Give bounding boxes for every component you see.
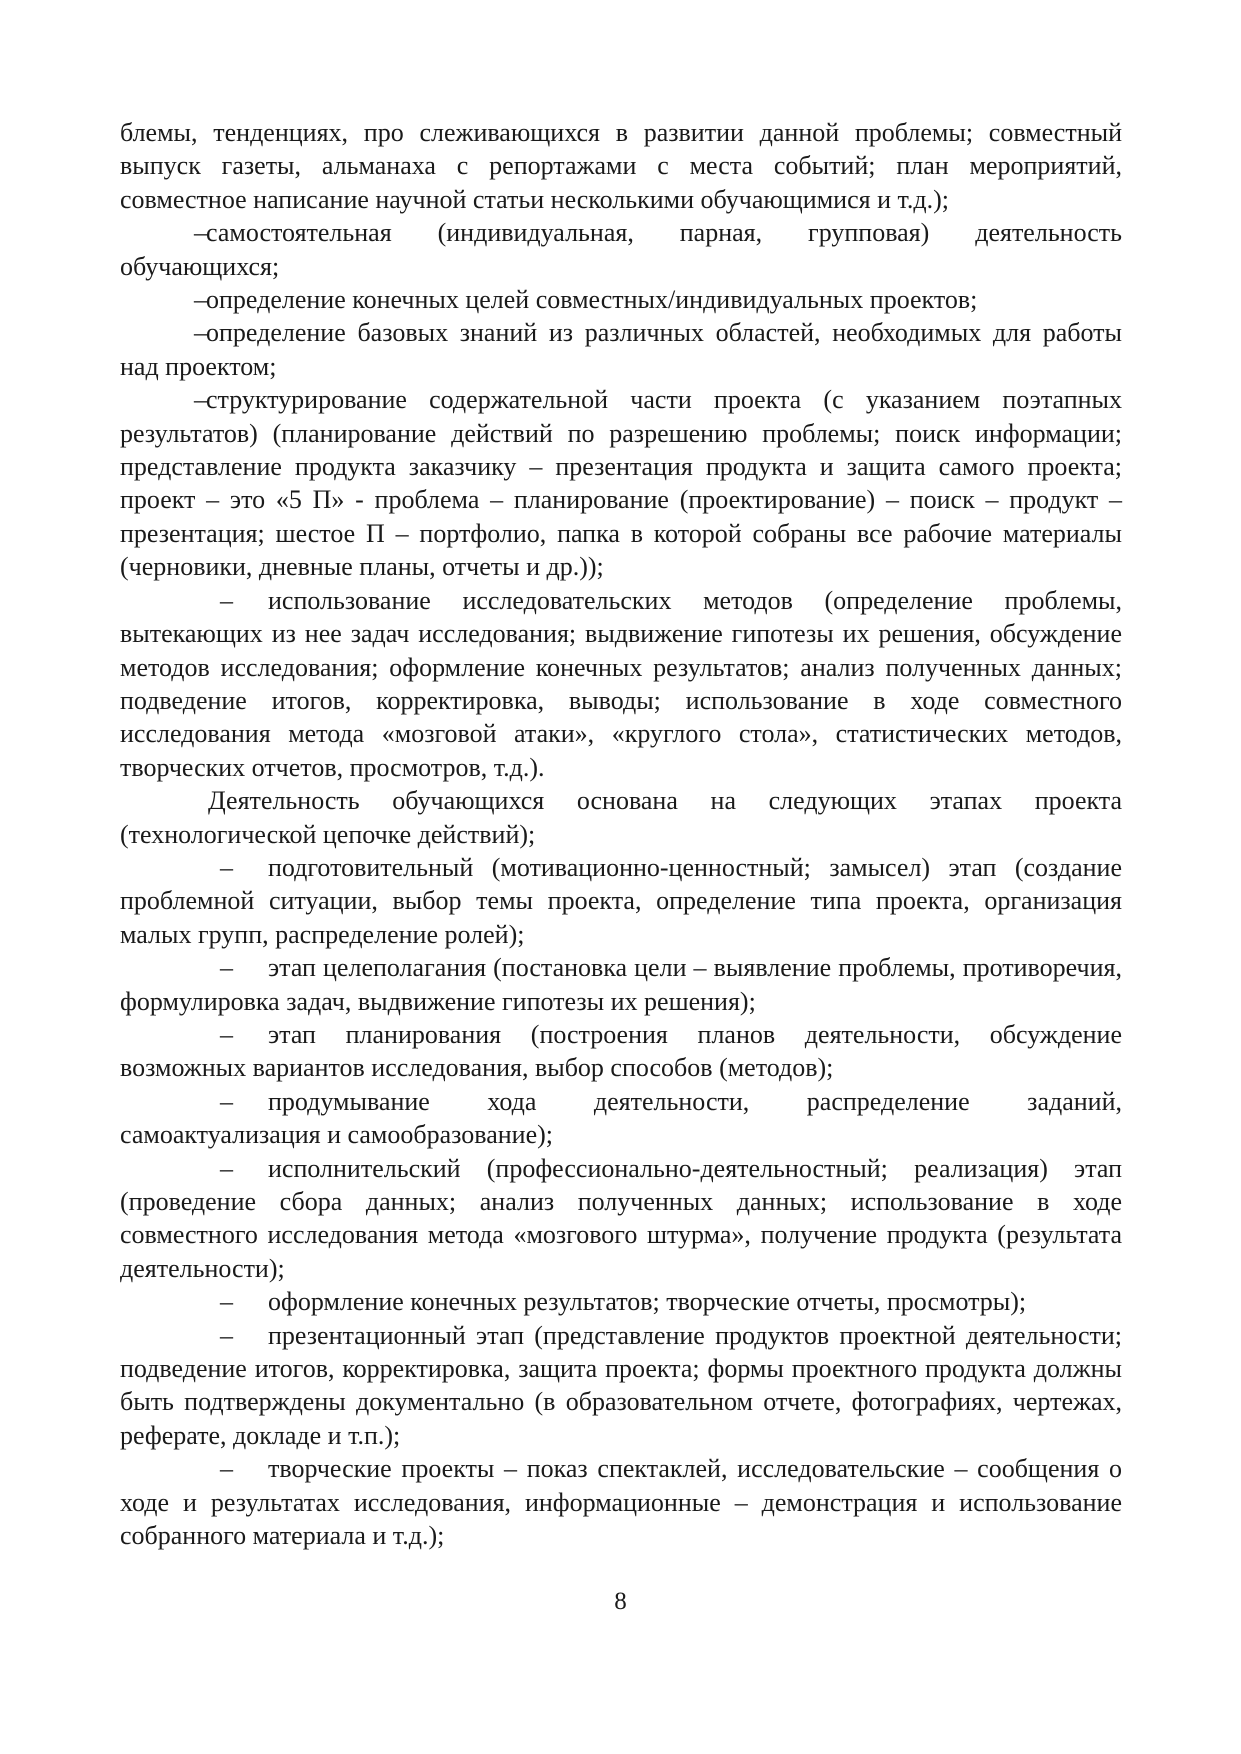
dash-bullet: – — [220, 1153, 233, 1183]
list-item — [120, 1452, 1122, 1552]
list-item-text: презентационный этап (представление продуктов проектной деятельности; подведение итогов, корректировка, защита проекта; формы проектного продукта должны быть подтверждены документально (в образовательном отчете, фотографиях, чертежах, реферате, докладе и т.п.); — [120, 1320, 1122, 1450]
list-item — [120, 1018, 1122, 1085]
dash-bullet: – — [220, 1454, 233, 1484]
list-item — [120, 316, 1122, 383]
list-item-text: подготовительный (мотивационно-ценностный; замысел) этап (создание проблемной ситуации, выбор темы проекта, определение типа проекта, организация малых групп, распределение ролей); — [120, 852, 1122, 949]
list-item — [120, 216, 1122, 283]
dash-bullet: – — [220, 852, 233, 882]
list-item — [120, 283, 1122, 316]
list-item-text: исполнительский (профессионально-деятельностный; реализация) этап (проведение сбора данных; анализ полученных данных; использование в ходе совместного исследования метода «мозгового штурма», получение продукта (результата деятельности); — [120, 1153, 1122, 1283]
list-item-text: продумывание хода деятельности, распределение заданий, самоактуализация и самообразование); — [120, 1086, 1122, 1150]
list-item — [120, 1319, 1122, 1453]
dash-bullet: – — [194, 385, 207, 415]
list-item — [120, 383, 1122, 583]
page-number: 8 — [614, 1588, 627, 1615]
list-item — [120, 951, 1122, 1018]
list-item-text: творческие проекты – показ спектаклей, исследовательские – сообщения о ходе и результатах исследования, информационные – демонстрация и использование собранного материала и т.д.); — [120, 1454, 1122, 1551]
list-item-text: определение конечных целей совместных/индивидуальных проектов; — [206, 285, 978, 315]
list-item — [120, 1152, 1122, 1286]
paragraph-text: Деятельность обучающихся основана на следующих этапах проекта (технологической цепочке действий); — [120, 786, 1122, 849]
dash-bullet: – — [194, 285, 207, 315]
dash-bullet: – — [220, 953, 233, 983]
list-item-text: структурирование содержательной части проекта (с указанием поэтапных результатов) (планирование действий по разрешению проблемы; поиск информации; представление продукта заказчику – презентация продукта и защита самого проекта; проект – это «5 П» - проблема – планирование (проектирование) – поиск – продукт – презентация; шестое П – портфолио, папка в которой собраны все рабочие материалы (черновики, дневные планы, отчеты и др.)); — [120, 385, 1122, 582]
list-item — [120, 1285, 1122, 1318]
dash-bullet: – — [194, 318, 207, 348]
list-item-text: этап планирования (построения планов деятельности, обсуждение возможных вариантов исследования, выбор способов (методов); — [120, 1019, 1122, 1083]
list-item — [120, 584, 1122, 784]
list-item — [120, 1085, 1122, 1152]
paragraph-continuation — [120, 116, 1122, 216]
list-item-text: этап целеполагания (постановка цели – выявление проблемы, противоречия, формулировка задач, выдвижение гипотезы их решения); — [120, 953, 1122, 1016]
list-item-text: определение базовых знаний из различных областей, необходимых для работы над проектом; — [120, 318, 1122, 381]
paragraph-text: блемы, тенденциях, про слеживающихся в развитии данной проблемы; совместный выпуск газеты, альманаха с репортажами с места событий; план мероприятий, совместное написание научной статьи несколькими обучающимися и т.д.); — [120, 118, 1122, 214]
dash-bullet: – — [220, 1287, 233, 1317]
dash-bullet: – — [220, 1320, 233, 1350]
document-page — [120, 116, 1122, 1552]
list-item-text: оформление конечных результатов; творческие отчеты, просмотры); — [268, 1287, 1027, 1317]
dash-bullet: – — [220, 1086, 233, 1116]
dash-bullet: – — [220, 585, 233, 615]
body-paragraph — [120, 784, 1122, 851]
dash-bullet: – — [220, 1019, 233, 1049]
list-item-text: использование исследовательских методов (определение проблемы, вытекающих из нее задач исследования; выдвижение гипотезы их решения, обсуждение методов исследования; оформление конечных результатов; анализ полученных данных; подведение итогов, корректировка, выводы; использование в ходе совместного исследования метода «мозговой атаки», «круглого стола», статистических методов, творческих отчетов, просмотров, т.д.). — [120, 585, 1122, 782]
list-item — [120, 851, 1122, 951]
dash-bullet: – — [194, 218, 207, 248]
list-item-text: самостоятельная (индивидуальная, парная, групповая) деятельность обучающихся; — [120, 218, 1122, 281]
